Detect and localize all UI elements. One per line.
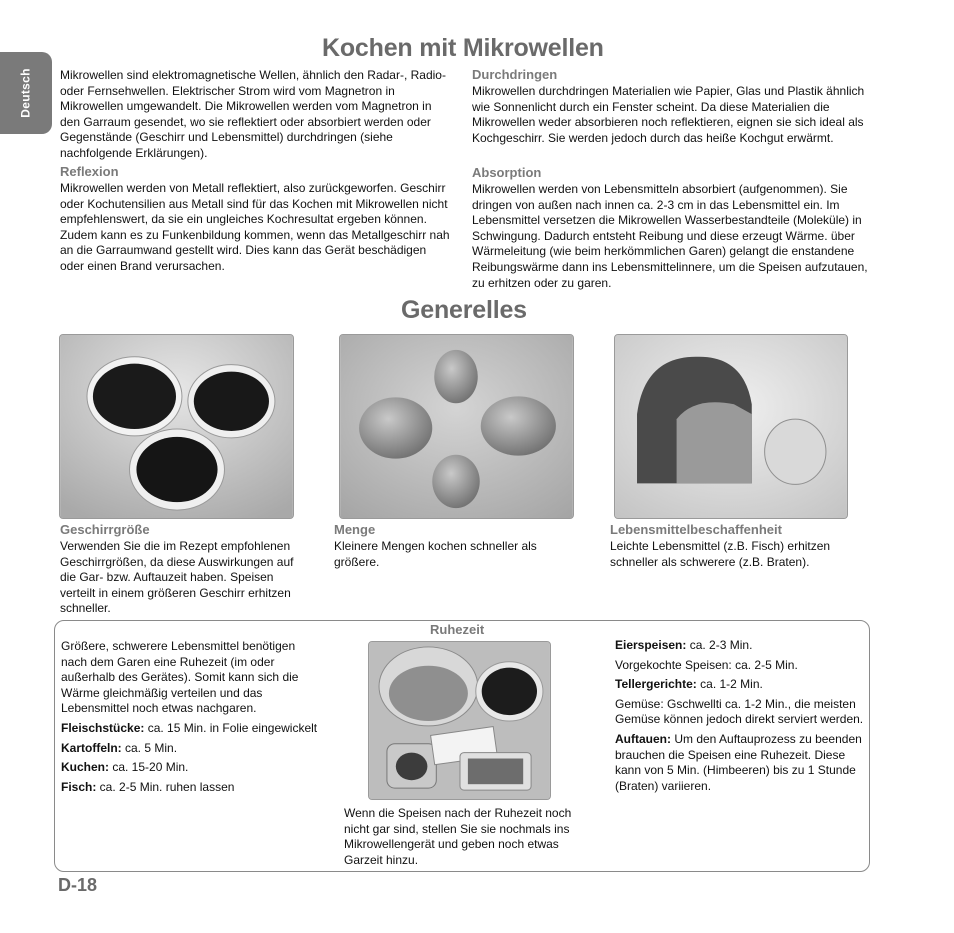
bowls-photo <box>59 334 294 519</box>
bread-photo <box>614 334 848 519</box>
absorption-heading: Absorption <box>472 165 542 180</box>
intro-text: Mikrowellen sind elektromagnetische Wellen, ähnlich den Radar-, Radio- oder Fernsehwellen. Elektrischer Strom wird vom Magnetron in Mikrowellen umgewandelt. Die Mikrowellen werden vom Magnetron in den Garraum gesendet, wo sie reflektiert oder absorbiert werden oder Gegenstände (Geschirr und Lebensmittel) durchdringen (siehe nachfolgende Erklärungen). <box>60 68 446 160</box>
fisch-label: Fisch: <box>61 779 97 794</box>
ruhezeit-kartoffeln <box>61 741 318 757</box>
menge-text: Kleinere Mengen kochen schneller als größere. <box>334 539 537 569</box>
absorption-text: Mikrowellen werden von Lebensmitteln absorbiert (aufgenommen). Sie dringen von außen nach innen ca. 2-3 cm in das Lebensmittel ein. Im Lebensmittel versetzen die Mikrowellen Wasserbestandteile (Moleküle) in Schwingung. Dadurch entsteht Reibung und diese erzeugt Wärme. über Wärmeleitung (wie beim herkömmlichen Garen) gelangt die enstandene Reibungswärme dann ins Lebensmittelinnere, um die Speisen aufzutauen, zu erhitzen oder zu garen. <box>472 182 868 290</box>
ruhezeit-auftauen <box>615 732 870 794</box>
ruhezeit-fisch <box>61 780 318 796</box>
ruhezeit-heading: Ruhezeit <box>430 622 485 637</box>
potatoes-photo <box>339 334 574 519</box>
menge-heading: Menge <box>334 522 376 537</box>
language-tab-label: Deutsch <box>18 68 33 118</box>
bowls-illustration <box>60 335 293 518</box>
page-number: D-18 <box>58 875 98 895</box>
language-tab <box>0 52 52 134</box>
ruhezeit-vorgekocht: Vorgekochte Speisen: ca. 2-5 Min. <box>615 657 798 672</box>
ruhezeit-teller <box>615 677 870 693</box>
kartoffeln-label: Kartoffeln: <box>61 740 122 755</box>
kartoffeln-value: ca. 5 Min. <box>121 740 178 755</box>
ruhezeit-left-column <box>61 639 318 799</box>
fleisch-value: ca. 15 Min. in Folie eingewickelt <box>144 720 318 735</box>
potatoes-illustration <box>340 335 573 518</box>
lebensmittel-text: Leichte Lebensmittel (z.B. Fisch) erhitzen schneller als schwerere (z.B. Braten). <box>610 539 831 569</box>
durchdringen-text: Mikrowellen durchdringen Materialien wie Papier, Glas und Plastik ähnlich wie Sonnenlicht durch ein Fenster scheint. Da diese Materialien die Mikrowellen weder absorbieren noch reflektieren, eignen sie sich ideal als Kochgeschirr. Sie werden jedoch durch das heiße Kochgut erwärmt. <box>472 84 865 145</box>
reflexion-text: Mikrowellen werden von Metall reflektiert, also zurückgeworfen. Geschirr oder Kochutensilien aus Metall sind für das Kochen mit Mikrowellen nicht empfehlenswert, da sie ein ungleiches Kochresultat ergeben können. Zudem kann es zu Funkenbildung kommen, wenn das Metallgeschirr nah an die Garraumwand gestellt wird. Dies kann das Gerät beschädigen oder einen Brand verursachen. <box>60 181 450 273</box>
ruhezeit-caption: Wenn die Speisen nach der Ruhezeit noch nicht gar sind, stellen Sie sie nochmals ins Mikrowellengerät und geben noch etwas Garzeit hinzu. <box>344 806 572 867</box>
bread-illustration <box>615 335 847 518</box>
food-illustration <box>369 642 550 799</box>
lebensmittel-heading: Lebensmittelbeschaffenheit <box>610 522 782 537</box>
teller-value: ca. 1-2 Min. <box>696 677 763 692</box>
reflexion-heading: Reflexion <box>60 164 119 179</box>
eier-value: ca. 2-3 Min. <box>686 638 753 652</box>
auftauen-value: Um den Auftauprozess zu beenden brauchen die Speisen eine Ruhezeit. Diese kann von 5 Min. (Himbeeren) bis zu 1 Stunde (Braten) variieren. <box>615 731 862 793</box>
ruhezeit-kuchen <box>61 760 318 776</box>
ruhezeit-intro: Größere, schwerere Lebensmittel benötigen nach dem Garen eine Ruhezeit (im oder außerhalb des Gerätes). Somit kann sich die Wärme gleichmäßig verteilen und das Lebensmittel noch etwas nachgaren. <box>61 639 299 716</box>
kuchen-label: Kuchen: <box>61 760 109 775</box>
teller-label: Tellergerichte: <box>615 677 697 692</box>
fleisch-label: Fleischstücke: <box>61 720 145 735</box>
kuchen-value: ca. 15-20 Min. <box>109 760 189 775</box>
geschirr-heading: Geschirrgröße <box>60 522 150 537</box>
fisch-value: ca. 2-5 Min. ruhen lassen <box>96 779 235 794</box>
durchdringen-heading: Durchdringen <box>472 67 558 82</box>
section-title-generelles: Generelles <box>401 296 527 324</box>
geschirr-text: Verwenden Sie die im Rezept empfohlenen Geschirrgrößen, da diese Auswirkungen auf die Gar- bzw. Auftauzeit haben. Speisen verteilt in einem größeren Geschirr erhitzen schneller. <box>60 539 294 616</box>
ruhezeit-right-column <box>615 638 870 798</box>
ruhezeit-gemuese: Gemüse: Gschwellti ca. 1-2 Min., die meisten Gemüse können jedoch direkt serviert werden. <box>615 696 864 727</box>
food-photo <box>368 641 551 800</box>
eier-label: Eierspeisen: <box>615 638 687 652</box>
ruhezeit-eier <box>615 638 870 654</box>
page-title: Kochen mit Mikrowellen <box>322 34 604 62</box>
ruhezeit-fleisch <box>61 721 318 737</box>
auftauen-label: Auftauen: <box>615 731 671 746</box>
